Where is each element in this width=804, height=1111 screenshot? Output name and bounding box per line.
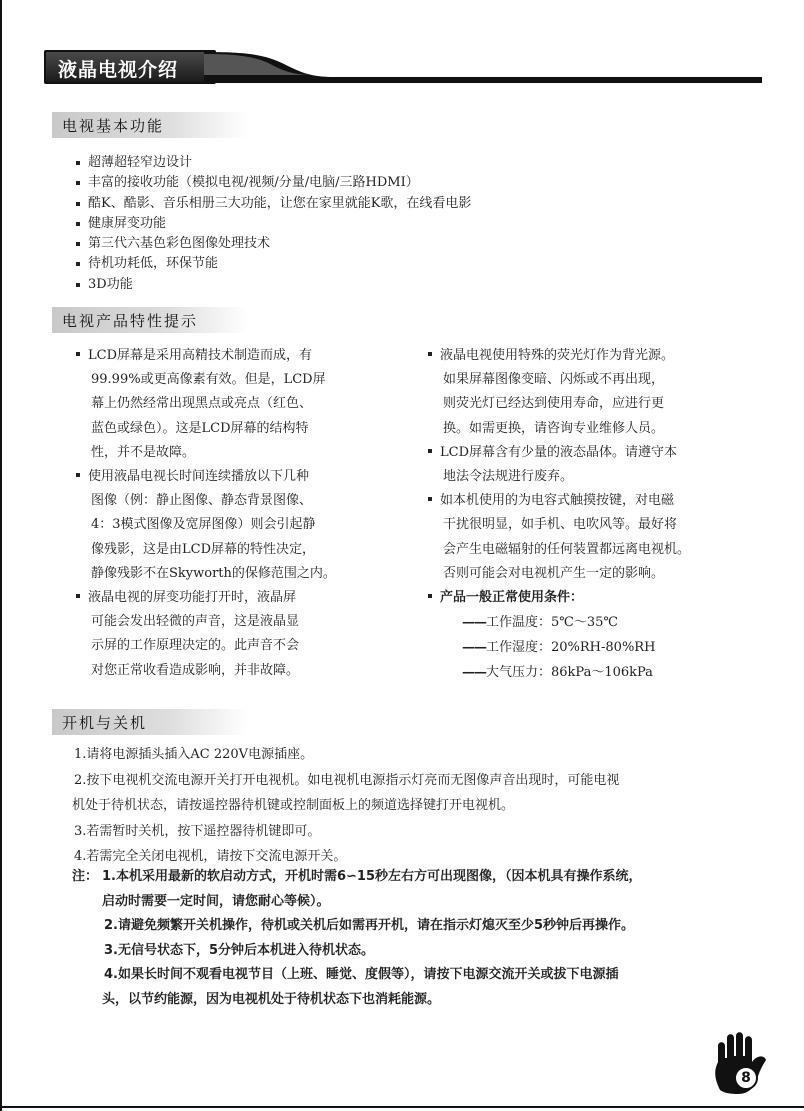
bullet-icon xyxy=(76,473,80,477)
tip-item: 液晶电视的屏变功能打开时，液晶屏 可能会发出轻微的声音，这是液晶显 示屏的工作原理决定的。此声音不会 对您正常收看造成影响，并非故障。 xyxy=(76,586,416,683)
note-line: 4.如果长时间不观看电视节目（上班、睡觉、度假等），请按下电源交流开关或拔下电源插 xyxy=(104,967,619,982)
page-left-border xyxy=(0,0,2,1111)
title-box xyxy=(44,50,216,84)
bullet-icon xyxy=(76,594,80,598)
note-line: 头，以节约能源，因为电视机处于待机状态下也消耗能源。 xyxy=(102,991,441,1007)
tips-left-column xyxy=(76,344,416,683)
page-bottom-border xyxy=(0,1106,804,1108)
tip-item: 液晶电视使用特殊的荧光灯作为背光源。 如果屏幕图像变暗、闪烁或不再出现， 则荧光灯已经达到使用寿命，应进行更 换。如需更换，请咨询专业维修人员。 xyxy=(428,344,768,441)
step-line: 3.若需暂时关机，按下遥控器待机键即可。 xyxy=(74,823,321,839)
tip-item: 使用液晶电视长时间连续播放以下几种 图像（例：静止图像、静态背景图像、 4：3模式图像及宽屏图像）则会引起静 像残影，这是由LCD屏幕的特性决定， 静像残影不在Skyworth的保修范围之内。 xyxy=(76,465,416,586)
bullet-icon xyxy=(428,594,432,598)
list-item: 待机功耗低，环保节能 xyxy=(76,254,471,274)
note-line: 2.请避免频繁开关机操作，待机或关机后如需再开机，请在指示灯熄灭至少5秒钟后再操作。 xyxy=(104,918,635,933)
bullet-icon xyxy=(76,202,80,206)
note-line: 3.无信号状态下，5分钟后本机进入待机状态。 xyxy=(104,942,375,958)
page-title: 液晶电视介绍 xyxy=(58,59,179,81)
usage-conditions xyxy=(428,586,768,685)
section-header-basic-functions xyxy=(52,112,248,138)
section-title: 开机与关机 xyxy=(62,714,148,732)
section-title: 电视基本功能 xyxy=(62,117,165,135)
list-item: 超薄超轻窄边设计 xyxy=(76,153,471,173)
section-header-product-tips xyxy=(52,307,248,333)
list-item: 丰富的接收功能（模拟电视/视频/分量/电脑/三路HDMI） xyxy=(76,173,471,193)
bullet-icon xyxy=(76,222,80,226)
bullet-icon xyxy=(76,181,80,185)
section-header-power-on-off xyxy=(52,709,248,735)
usage-conditions-title: 产品一般正常使用条件： xyxy=(440,590,584,606)
list-item: 3D功能 xyxy=(76,275,471,295)
bullet-icon xyxy=(76,161,80,165)
list-item: 健康屏变功能 xyxy=(76,214,471,234)
bullet-icon xyxy=(76,242,80,246)
tip-item: LCD屏幕是采用高精技术制造而成，有 99.99%或更高像素有效。但是，LCD屏 幕上仍然经常出现黑点或亮点（红色、 蓝色或绿色）。这是LCD屏幕的结构特 性，并不是故障。 xyxy=(76,344,416,465)
title-swoosh-decoration xyxy=(204,50,764,84)
bullet-icon xyxy=(428,497,432,501)
bullet-icon xyxy=(428,449,432,453)
tips-right-column xyxy=(428,344,768,685)
step-line: 2.按下电视机交流电源开关打开电视机。如电视机电源指示灯亮而无图像声音出现时，可能电视 xyxy=(74,772,620,788)
condition-pressure: ——大气压力：86kPa～106kPa xyxy=(462,665,653,681)
bullet-icon xyxy=(76,262,80,266)
tip-item: LCD屏幕含有少量的液态晶体。请遵守本 地法令法规进行废弃。 xyxy=(428,441,768,489)
page-number: 8 xyxy=(734,1066,758,1090)
bullet-icon xyxy=(76,283,80,287)
step-line: 机处于待机状态，请按遥控器待机键或控制面板上的频道选择键打开电视机。 xyxy=(72,798,515,814)
note-line: 注： 1.本机采用最新的软启动方式，开机时需6∽15秒左右方可出现图像，（因本机具有操作系统， xyxy=(74,865,642,890)
step-line: 1.请将电源插头插入AC 220V电源插座。 xyxy=(74,747,314,762)
power-notes xyxy=(74,865,642,1012)
condition-humidity: ——工作湿度：20%RH-80%RH xyxy=(462,640,656,656)
basic-functions-list xyxy=(76,153,471,295)
step-line: 4.若需完全关闭电视机，请按下交流电源开关。 xyxy=(74,849,347,865)
bullet-icon xyxy=(428,352,432,356)
list-item: 第三代六基色彩色图像处理技术 xyxy=(76,234,471,254)
tip-item: 如本机使用的为电容式触摸按键，对电磁 干扰很明显，如手机、电吹风等。最好将 会产生电磁辐射的任何装置都远离电视机。 否则可能会对电视机产生一定的影响。 xyxy=(428,489,768,586)
note-line: 启动时需要一定时间，请您耐心等候）。 xyxy=(102,893,330,909)
power-steps xyxy=(74,742,619,870)
notes-label: 注： xyxy=(72,869,99,884)
title-banner xyxy=(44,50,762,84)
condition-temperature: ——工作温度：5℃～35℃ xyxy=(462,615,618,631)
bullet-icon xyxy=(76,352,80,356)
list-item: 酷K、酷影、音乐相册三大功能，让您在家里就能K歌，在线看电影 xyxy=(76,194,471,214)
section-title: 电视产品特性提示 xyxy=(62,312,199,330)
